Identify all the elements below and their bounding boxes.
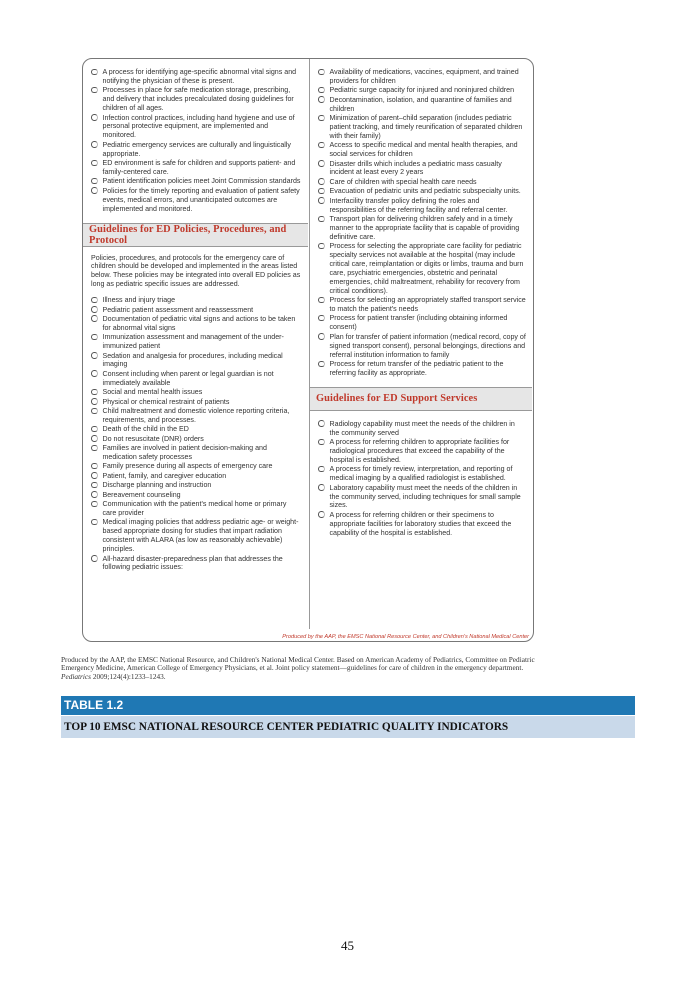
checklist-item (318, 360, 526, 378)
checkbox-circle-icon (91, 519, 98, 526)
checklist-item (318, 178, 526, 187)
checklist-item (318, 296, 526, 314)
guidelines-checklist-figure (82, 58, 534, 642)
checkbox-circle-icon (318, 297, 325, 304)
checkbox-circle-icon (318, 178, 325, 185)
checklist-item (91, 518, 302, 554)
checklist-item (91, 159, 302, 177)
checklist-item-text: Process for selecting an appropriately staffed transport service to match the patient's needs (329, 296, 526, 314)
checklist-item (318, 160, 526, 178)
checkbox-circle-icon (91, 408, 98, 415)
checklist-item-text: Disaster drills which includes a pediatric mass casualty incident at least every 2 years (329, 159, 502, 177)
checkbox-circle-icon (91, 306, 98, 313)
table-title: TOP 10 EMSC NATIONAL RESOURCE CENTER PEDIATRIC QUALITY INDICATORS (61, 716, 635, 738)
checklist-item-text: ED environment is safe for children and supports patient- and family-centered care. (102, 159, 296, 176)
checklist-item-text: Availability of medications, vaccines, equipment, and trained providers for children (329, 68, 519, 85)
checklist-item-text: Processes in place for safe medication storage, prescribing, and delivery that includes precalculated dosing guidelines for children of all ages. (102, 86, 294, 113)
right-top-list (310, 59, 532, 378)
checklist-item (91, 472, 302, 481)
checklist-item-text: Pediatric emergency services are culturally and linguistically appropriate. (102, 140, 291, 158)
checklist-item (91, 177, 302, 186)
checklist-item (91, 296, 302, 305)
checklist-item (91, 398, 302, 407)
citation-text: Produced by the AAP, the EMSC National Resource, and Children's National Medical Center. Based on American Academy of Pediatrics, Committee on Pediatric Emergency Medicine, American College of Emergency Physicians, et al. Joint policy statement—guidelines for care of children in the emergency department. (61, 655, 535, 673)
checklist-item-text: Patient identification policies meet Joint Commission standards (102, 177, 301, 186)
checklist-item (318, 484, 526, 511)
checklist-item-text: Pediatric patient assessment and reassessment (102, 305, 254, 314)
checklist-item-text: Bereavement counseling (102, 490, 181, 499)
right-column (310, 59, 532, 629)
left-top-list (83, 59, 308, 214)
table-label: TABLE 1.2 (61, 696, 635, 715)
checkbox-circle-icon (91, 555, 98, 562)
checklist-item (91, 352, 302, 370)
checkbox-circle-icon (318, 466, 325, 473)
checkbox-circle-icon (318, 197, 325, 204)
checkbox-circle-icon (91, 501, 98, 508)
checkbox-circle-icon (318, 96, 325, 103)
checklist-item (318, 114, 526, 141)
journal-name: Pediatrics (61, 671, 91, 681)
checkbox-circle-icon (91, 315, 98, 322)
checklist-item-text: Medical imaging policies that address pediatric age- or weight-based appropriate dosing for studies that impart radiation consistent with ALARA (as low as reasonably achievable) principles. (102, 518, 299, 554)
checklist-item-text: Child maltreatment and domestic violence reporting criteria, requirements, and processes. (102, 407, 290, 424)
checklist-item (318, 141, 526, 159)
checklist-item-text: Illness and injury triage (102, 296, 176, 305)
checkbox-circle-icon (318, 439, 325, 446)
checklist-item (318, 197, 526, 215)
checkbox-circle-icon (318, 484, 325, 491)
checklist-item (91, 86, 302, 113)
citation-details: 2009;124(4):1233–1243. (91, 671, 166, 681)
checklist-item-text: A process for referring children or their specimens to appropriate facilities for laboratory studies that exceed the capability of the hospital is established. (329, 510, 512, 537)
checklist-item (91, 555, 302, 573)
checkbox-circle-icon (91, 482, 98, 489)
checklist-item (318, 215, 526, 242)
checkbox-circle-icon (318, 160, 325, 167)
checklist-item-text: Consent including when parent or legal guardian is not immediately available (102, 369, 274, 387)
policies-heading: Guidelines for ED Policies, Procedures, and Protocol (83, 223, 308, 247)
checkbox-circle-icon (91, 114, 98, 121)
checklist-item-text: A process for identifying age-specific abnormal vital signs and notifying the physician of these is present. (102, 68, 297, 85)
checklist-item-text: Death of the child in the ED (102, 425, 189, 434)
checklist-item-text: Family presence during all aspects of emergency care (102, 462, 273, 471)
checklist-item-text: Care of children with special health care needs (329, 177, 477, 186)
checkbox-circle-icon (91, 463, 98, 470)
checklist-item (91, 141, 302, 159)
checklist-item (91, 444, 302, 462)
checklist-item (318, 511, 526, 538)
checklist-item-text: Documentation of pediatric vital signs and actions to be taken for abnormal vital signs (102, 314, 296, 332)
figure-credit: Produced by the AAP, the EMSC National Resource Center, and Children's National Medical Center (282, 634, 529, 640)
checklist-item-text: Decontamination, isolation, and quarantine of families and children (329, 95, 512, 113)
checkbox-circle-icon (318, 361, 325, 368)
checklist-item (91, 462, 302, 471)
checklist-item-text: Minimization of parent–child separation (includes pediatric patient tracking, and timely reunification of separated children with their family) (329, 114, 523, 140)
checkbox-circle-icon (318, 69, 325, 76)
checklist-item-text: Families are involved in patient decision-making and medication safety processes (102, 444, 267, 462)
checklist-item-text: Process for return transfer of the pediatric patient to the referring facility as appropriate. (329, 360, 504, 377)
checklist-item (318, 438, 526, 465)
checkbox-circle-icon (91, 445, 98, 452)
checklist-item-text: Laboratory capability must meet the needs of the children in the community served, including techniques for small sample sizes. (329, 483, 521, 510)
checklist-item (91, 481, 302, 490)
checklist-item (91, 333, 302, 351)
checkbox-circle-icon (91, 352, 98, 359)
checklist-item (318, 68, 526, 86)
checkbox-circle-icon (318, 333, 325, 340)
checklist-item (318, 465, 526, 483)
support-heading: Guidelines for ED Support Services (310, 387, 532, 411)
checklist-item (318, 333, 526, 360)
checkbox-circle-icon (91, 69, 98, 76)
checklist-item-text: Infection control practices, including hand hygiene and use of personal protective equipment, are implemented and monitored. (102, 113, 295, 140)
checklist-item (318, 86, 526, 95)
checkbox-circle-icon (318, 142, 325, 149)
checkbox-circle-icon (318, 511, 325, 518)
checklist-item-text: A process for timely review, interpretation, and reporting of medical imaging by a qualified radiologist is established. (329, 465, 513, 483)
checklist-item (318, 420, 526, 438)
checkbox-circle-icon (318, 420, 325, 427)
checklist-item (91, 407, 302, 425)
checklist-item-text: Sedation and analgesia for procedures, including medical imaging (102, 351, 283, 369)
checklist-item-text: A process for referring children to appropriate facilities for radiological procedures that exceed the capability of the hospital is established. (329, 438, 510, 464)
checkbox-circle-icon (91, 491, 98, 498)
checklist-item (91, 491, 302, 500)
checkbox-circle-icon (91, 370, 98, 377)
checkbox-circle-icon (91, 178, 98, 185)
checklist-item-text: Social and mental health issues (102, 388, 203, 397)
checklist-item-text: Plan for transfer of patient information (medical record, copy of signed transport consent), personal belongings, directions and referral institution information to family (329, 332, 526, 359)
checkbox-circle-icon (318, 188, 325, 195)
checklist-item (91, 388, 302, 397)
checklist-item (91, 500, 302, 518)
checklist-item (91, 370, 302, 388)
checkbox-circle-icon (318, 216, 325, 223)
checkbox-circle-icon (91, 334, 98, 341)
checklist-item-text: Interfacility transfer policy defining the roles and responsibilities of the referring facility and referral center. (329, 196, 508, 214)
checkbox-circle-icon (91, 87, 98, 94)
checklist-item-text: Access to specific medical and mental health therapies, and social services for children (329, 141, 518, 159)
checklist-item-text: Patient, family, and caregiver education (102, 471, 227, 480)
checklist-item-text: Physical or chemical restraint of patients (102, 397, 230, 406)
checklist-item (91, 68, 302, 86)
checklist-item-text: Radiology capability must meet the needs of the children in the community served (329, 419, 515, 437)
checkbox-circle-icon (318, 87, 325, 94)
checkbox-circle-icon (91, 398, 98, 405)
checklist-item (91, 306, 302, 315)
checkbox-circle-icon (91, 389, 98, 396)
checklist-item (91, 425, 302, 434)
checklist-item (318, 187, 526, 196)
checkbox-circle-icon (318, 315, 325, 322)
checklist-item-text: Do not resuscitate (DNR) orders (102, 434, 204, 443)
source-citation (61, 656, 553, 681)
checklist-item-text: Pediatric surge capacity for injured and noninjured children (329, 86, 515, 95)
checkbox-circle-icon (91, 187, 98, 194)
checklist-item (91, 187, 302, 214)
checkbox-circle-icon (91, 426, 98, 433)
checklist-item-text: All-hazard disaster-preparedness plan that addresses the following pediatric issues: (102, 554, 283, 572)
page-number: 45 (341, 938, 354, 953)
checkbox-circle-icon (91, 472, 98, 479)
checklist-item (318, 96, 526, 114)
checklist-item (91, 315, 302, 333)
checkbox-circle-icon (318, 243, 325, 250)
checklist-item-text: Evacuation of pediatric units and pediatric subspecialty units. (329, 187, 521, 196)
checklist-item-text: Communication with the patient's medical home or primary care provider (102, 500, 287, 517)
checklist-item-text: Immunization assessment and management of the under-immunized patient (102, 333, 284, 351)
checklist-item-text: Policies for the timely reporting and evaluation of patient safety events, medical errors, and unanticipated outcomes are implemented and monitored. (102, 186, 300, 213)
checklist-item-text: Process for selecting the appropriate care facility for pediatric specialty services not available at the hospital (may include critical care, reimplantation or digits or limbs, trauma and burn care, psychiatric emergencies, obstetric and perinatal emergencies, child maltreatment, rehability for recovery from critical conditions). (329, 242, 524, 295)
checkbox-circle-icon (91, 297, 98, 304)
checkbox-circle-icon (91, 435, 98, 442)
checklist-item-text: Process for patient transfer (including obtaining informed consent) (329, 314, 508, 332)
support-list (310, 411, 532, 538)
checkbox-circle-icon (318, 115, 325, 122)
policies-intro: Policies, procedures, and protocols for the emergency care of children should be developed and implemented in the areas listed below. These policies may be integrated into overall ED policies as long as pediatric specific issues are addressed. (91, 253, 301, 289)
checklist-item-text: Discharge planning and instruction (102, 481, 212, 490)
policies-list (83, 293, 308, 572)
checklist-item-text: Transport plan for delivering children safely and in a timely manner to the appropriate facility that is capable of providing definitive care. (329, 215, 520, 241)
checkbox-circle-icon (91, 160, 98, 167)
left-column (83, 59, 308, 629)
checklist-item (318, 314, 526, 332)
checkbox-circle-icon (91, 141, 98, 148)
checklist-item (318, 242, 526, 295)
checklist-item (91, 435, 302, 444)
checklist-item (91, 114, 302, 141)
